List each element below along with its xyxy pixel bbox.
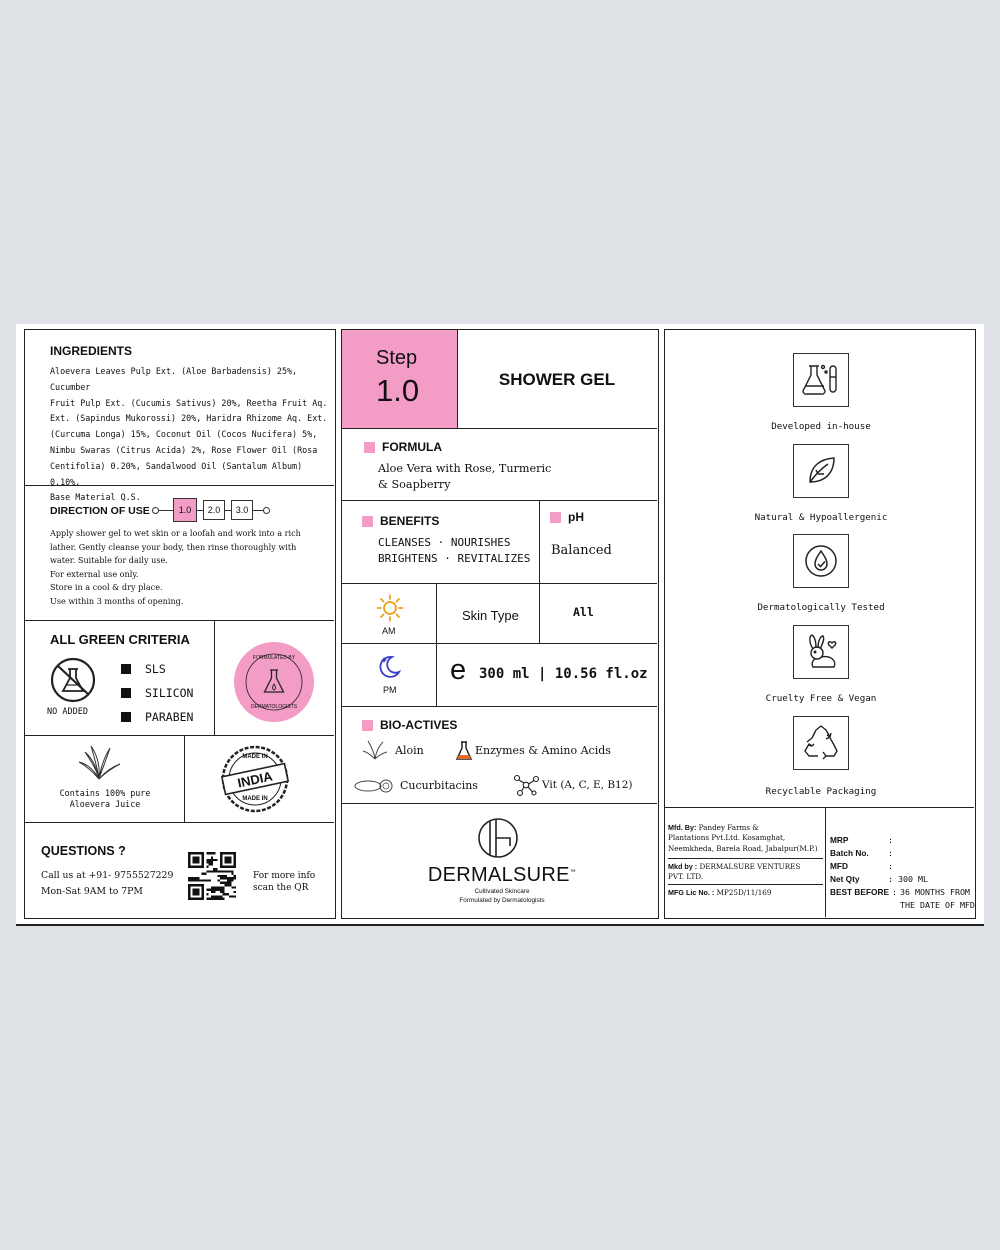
- badge-top-text: FORMULATED BY: [252, 655, 296, 661]
- ingredient-line: Ext. (Sapindus Mukorossi) 20%, Haridra Rhizome Aq. Ext.: [50, 413, 328, 424]
- direction-text: [50, 527, 335, 609]
- free-from-label: SILICON: [145, 686, 194, 700]
- questions-title: QUESTIONS ?: [41, 844, 126, 858]
- mfd-line: Neemkheda, Barela Road, Jabalpur(M.P.): [668, 843, 818, 853]
- divider: [25, 822, 334, 823]
- aloe-icon: [77, 744, 121, 784]
- direction-line: Use within 3 months of opening.: [50, 595, 184, 606]
- bioactive-label: Vit (A, C, E, B12): [542, 779, 633, 791]
- formulated-by-dermatologists-badge: [234, 642, 314, 722]
- phone-number: Call us at +91- 9755527229: [41, 870, 174, 881]
- detail-value: 300 ML: [898, 874, 928, 884]
- marketer-info: [668, 862, 826, 883]
- divider: [825, 807, 826, 917]
- tested-drop-icon: [793, 534, 849, 588]
- product-name: SHOWER GEL: [498, 370, 616, 389]
- mkd-label: Mkd by :: [668, 862, 698, 871]
- formula-line: & Soapberry: [378, 478, 451, 491]
- formula-title: FORMULA: [382, 440, 442, 454]
- aloe-caption-line: Aloevera Juice: [69, 799, 141, 809]
- free-from-label: PARABEN: [145, 710, 194, 724]
- divider: [342, 643, 657, 644]
- mfd-label: Mfd. By:: [668, 823, 697, 832]
- step-label: Step: [376, 347, 418, 369]
- skin-type-label: Skin Type: [462, 608, 519, 623]
- detail-value: THE DATE OF MFD: [900, 900, 975, 910]
- claim-label: Recyclable Packaging: [765, 786, 877, 797]
- mkd-line: DERMALSURE VENTURES: [699, 862, 801, 871]
- product-label-sheet: [16, 324, 984, 926]
- aloe-caption-line: Contains 100% pure: [59, 788, 151, 798]
- detail-row: MFD :: [830, 861, 893, 871]
- stamp-top-text: MADE IN: [242, 754, 268, 760]
- detail-label: Net Qty: [830, 874, 860, 884]
- sun-icon: [376, 594, 404, 626]
- badge-bottom-text: DERMATOLOGISTS: [250, 704, 298, 710]
- formula-line: Aloe Vera with Rose, Turmeric: [378, 462, 552, 475]
- mfd-line: Pandey Farms &: [698, 823, 759, 832]
- molecule-icon: [512, 773, 540, 801]
- pm-label: PM: [383, 685, 397, 695]
- claim-label: Cruelty Free & Vegan: [765, 693, 877, 704]
- benefits-heading: [362, 514, 439, 528]
- divider: [668, 884, 823, 885]
- benefits-title: BENEFITS: [380, 514, 440, 528]
- license-label: MFG Lic No. :: [668, 888, 715, 897]
- aloin-icon: [362, 740, 388, 764]
- ingredient-line: Base Material Q.S.: [50, 492, 141, 503]
- no-added-label: NO ADDED: [47, 707, 88, 717]
- detail-value: 36 MONTHS FROM: [900, 887, 970, 897]
- qr-caption-line: scan the QR: [253, 883, 309, 893]
- benefits-line: BRIGHTENS · REVITALIZES: [378, 552, 531, 565]
- contact-info: [41, 868, 173, 900]
- divider: [342, 428, 657, 429]
- divider: [342, 706, 657, 707]
- skin-type-value: All: [573, 605, 594, 619]
- formula-heading: [364, 440, 442, 454]
- benefits-text: [378, 535, 530, 567]
- stamp-bottom-text: MADE IN: [242, 796, 268, 802]
- aloe-caption: [35, 788, 175, 810]
- no-added-icon: [49, 656, 97, 708]
- product-details: [830, 834, 975, 912]
- divider: [25, 485, 334, 486]
- divider: [342, 500, 657, 501]
- am-label: AM: [382, 626, 396, 636]
- left-panel: [24, 329, 336, 919]
- direction-line: Store in a cool & dry place.: [50, 582, 163, 593]
- divider: [342, 583, 657, 584]
- brand-name: [402, 864, 602, 887]
- ingredient-line: Fruit Pulp Ext. (Cucumis Sativus) 20%, Reetha Fruit Aq.: [50, 397, 328, 408]
- free-from-item: [121, 705, 193, 729]
- detail-row: Batch No. :: [830, 848, 893, 858]
- mkd-line: PVT. LTD.: [668, 872, 704, 882]
- ingredient-line: (Curcuma Longa) 15%, Coconut Oil (Cocos Nucifera) 5%,: [50, 429, 318, 440]
- benefits-line: CLEANSES · NOURISHES: [378, 536, 511, 549]
- made-in-india-stamp: [221, 745, 289, 813]
- leaf-icon: [793, 444, 849, 498]
- divider: [184, 735, 185, 822]
- lab-flask-icon: [793, 353, 849, 407]
- divider: [436, 583, 437, 706]
- divider: [668, 858, 823, 859]
- volume-text: 300 ml | 10.56 fl.oz: [479, 666, 648, 682]
- detail-label: MRP: [830, 835, 849, 845]
- pink-marker: [550, 512, 561, 523]
- cucumber-icon: [354, 778, 396, 798]
- divider: [214, 620, 215, 735]
- direction-line: Apply shower gel to wet skin or a loofah and work into a rich: [50, 528, 301, 538]
- right-panel: [664, 329, 976, 919]
- pink-marker: [364, 442, 375, 453]
- detail-row: Net Qty : 300 ML: [830, 874, 928, 884]
- tagline-line: Formulated by Dermatologists: [459, 896, 545, 904]
- divider: [25, 735, 334, 736]
- qr-caption-line: For more info: [253, 871, 316, 881]
- divider: [539, 500, 540, 583]
- flask-icon: [455, 741, 473, 765]
- detail-label: Batch No.: [830, 848, 869, 858]
- trademark: ™: [569, 869, 577, 876]
- free-from-label: SLS: [145, 662, 166, 676]
- direction-line: lather. Gently cleanse your body, then rinse thoroughly with: [50, 541, 297, 552]
- ingredients-title: INGREDIENTS: [50, 344, 133, 358]
- step-3: 3.0: [231, 500, 253, 520]
- pink-marker: [362, 516, 373, 527]
- step-1: 1.0: [173, 498, 197, 522]
- step-indicator: [152, 498, 270, 522]
- estimated-sign-icon: e: [450, 654, 467, 686]
- free-from-list: [121, 657, 193, 729]
- bioactive-label: Aloin: [395, 744, 424, 757]
- detail-row: BEST BEFORE : 36 MONTHS FROM: [830, 887, 970, 897]
- claim-label: Natural & Hypoallergenic: [754, 512, 888, 523]
- ingredient-line: Nimbu Swaras (Citrus Acida) 2%, Rose Flower Oil (Rosa: [50, 444, 318, 455]
- step-number: 1.0: [376, 373, 420, 408]
- claim-label: Developed in-house: [771, 421, 871, 432]
- free-from-item: [121, 681, 193, 705]
- manufacturer-info: [668, 823, 826, 854]
- bioactives-title: BIO-ACTIVES: [380, 718, 458, 732]
- step-2: 2.0: [203, 500, 225, 520]
- license-info: [668, 888, 771, 897]
- ingredient-line: Aloevera Leaves Pulp Ext. (Aloe Barbadensis) 25%, Cucumber: [50, 366, 298, 392]
- rabbit-icon: [793, 625, 849, 679]
- direction-line: water. Suitable for daily use.: [50, 555, 168, 566]
- ph-title: pH: [568, 510, 584, 524]
- free-from-item: [121, 657, 193, 681]
- divider: [25, 620, 334, 621]
- direction-title: DIRECTION OF USE: [50, 505, 150, 517]
- brand-name-text: DERMALSURE: [427, 864, 570, 886]
- qr-caption: [253, 870, 315, 894]
- divider: [665, 807, 974, 808]
- ph-value: Balanced: [551, 543, 612, 558]
- direction-line: For external use only.: [50, 568, 139, 579]
- claim-label: Dermatologically Tested: [757, 602, 885, 613]
- detail-label: BEST BEFORE: [830, 887, 890, 897]
- bioactive-label: Enzymes & Amino Acids: [475, 744, 611, 757]
- support-hours: Mon-Sat 9AM to 7PM: [41, 886, 143, 897]
- detail-row: MRP :: [830, 835, 893, 845]
- recycle-icon: [793, 716, 849, 770]
- moon-icon: [376, 654, 402, 684]
- mfd-line: Plantations Pvt.Ltd. Kosamghat,: [668, 833, 786, 843]
- divider: [539, 583, 540, 643]
- formula-text: [378, 461, 551, 493]
- ingredient-line: Centifolia) 0.20%, Sandalwood Oil (Santalum Album) 0.10%,: [50, 460, 303, 487]
- step-box: [342, 330, 458, 428]
- tagline-line: Cultivated Skincare: [474, 888, 530, 895]
- bioactives-heading: [362, 718, 457, 732]
- middle-panel: [341, 329, 659, 919]
- stamp-india-text: INDIA: [236, 768, 274, 791]
- qr-code[interactable]: [188, 852, 236, 904]
- detail-label: MFD: [830, 861, 848, 871]
- brand-monogram-logo: [476, 816, 520, 864]
- ph-heading: [550, 510, 584, 524]
- license-number: MP25D/11/169: [716, 888, 772, 897]
- divider: [342, 803, 657, 804]
- pink-marker: [362, 720, 373, 731]
- bioactive-label: Cucurbitacins: [400, 779, 478, 792]
- green-criteria-title: ALL GREEN CRITERIA: [50, 632, 190, 647]
- brand-tagline: [402, 888, 602, 905]
